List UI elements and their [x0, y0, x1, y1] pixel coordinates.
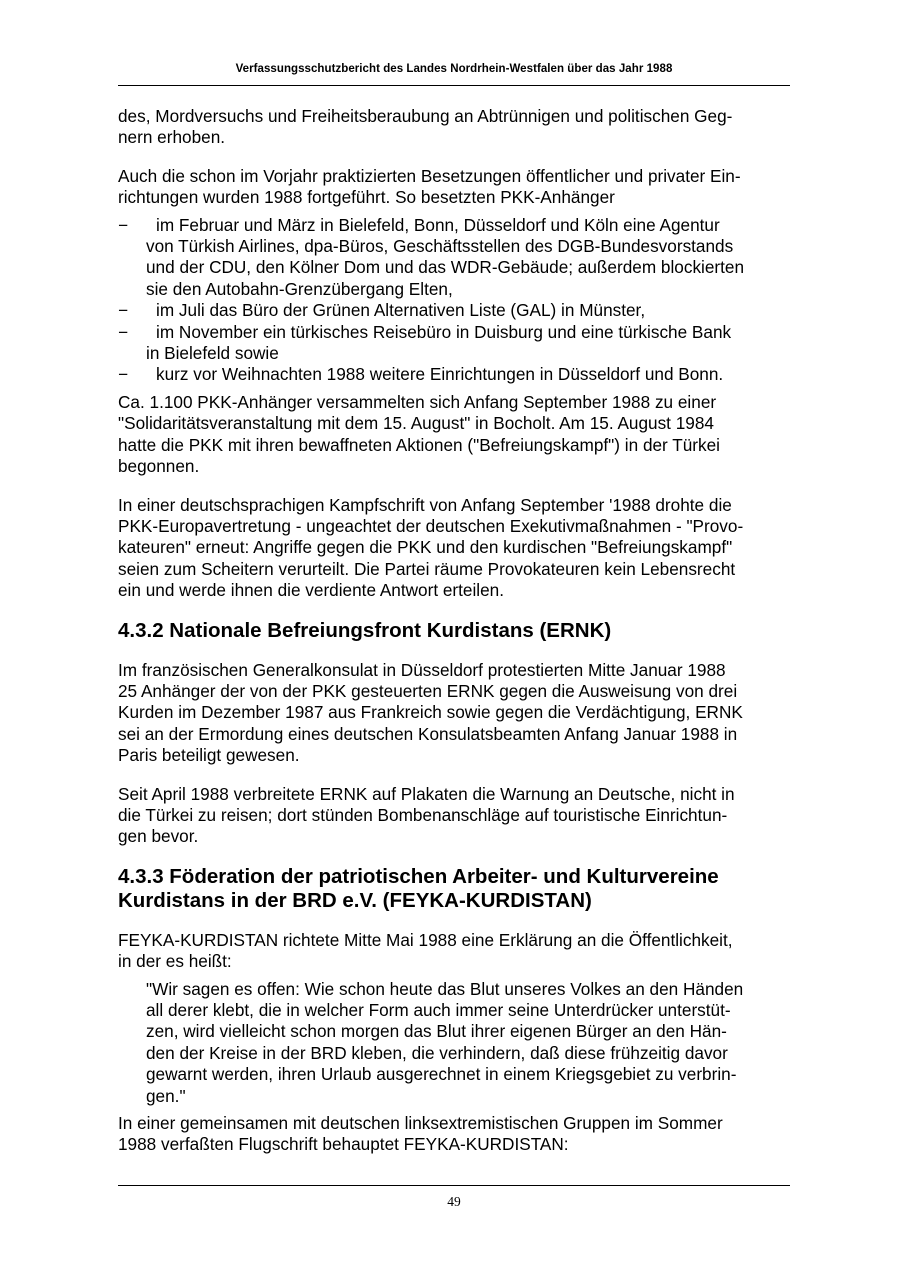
dash-bullet: − [118, 321, 129, 342]
list-item [118, 300, 790, 321]
list-item [118, 215, 790, 301]
text-line: sei an der Ermordung eines deutschen Konsulatsbeamten Anfang Januar 1988 in [118, 723, 738, 744]
text-line: von Türkish Airlines, dpa-Büros, Geschäftsstellen des DGB-Bundesvorstands [146, 236, 734, 257]
text-line: und der CDU, den Kölner Dom und das WDR-Gebäude; außerdem blockierten [146, 257, 745, 278]
heading-line: 4.3.3 Föderation der patriotischen Arbeiter- und Kulturvereine [118, 864, 719, 888]
text-line: kurz vor Weihnachten 1988 weitere Einrichtungen in Düsseldorf und Bonn. [156, 364, 724, 385]
list-item [118, 364, 790, 385]
paragraph-3 [118, 392, 790, 478]
text-line: in Bielefeld sowie [146, 343, 279, 364]
dash-bullet: − [118, 300, 129, 321]
quote-line: gen." [146, 1085, 186, 1106]
paragraph-4 [118, 495, 790, 602]
quote-line: all derer klebt, die in welcher Form auch immer seine Unterdrücker unterstüt- [146, 1000, 731, 1020]
quote-line: den der Kreise in der BRD kleben, die verhindern, daß diese frühzeitig davor [146, 1042, 728, 1063]
text-line: Im französischen Generalkonsulat in Düsseldorf protestierten Mitte Januar 1988 [118, 659, 726, 680]
paragraph-1 [118, 106, 790, 149]
text-line: die Türkei zu reisen; dort stünden Bombenanschläge auf touristische Einrichtun- [118, 804, 728, 825]
dash-bullet: − [118, 214, 129, 235]
paragraph-2 [118, 166, 790, 209]
page-number: 49 [447, 1194, 461, 1209]
running-header: Verfassungsschutzbericht des Landes Nordrhein-Westfalen über das Jahr 1988 [235, 63, 673, 75]
text-line: Ca. 1.100 PKK-Anhänger versammelten sich Anfang September 1988 zu einer [118, 391, 717, 412]
text-line: PKK-Europavertretung - ungeachtet der deutschen Exekutivmaßnahmen - "Provo- [118, 515, 744, 536]
footer-divider [118, 1185, 790, 1186]
paragraph-5 [118, 660, 790, 767]
occupation-list [118, 215, 790, 386]
text-line: In einer deutschsprachigen Kampfschrift von Anfang September '1988 drohte die [118, 494, 732, 515]
page-content [118, 106, 790, 1156]
text-line: begonnen. [118, 456, 200, 477]
list-item [118, 322, 790, 365]
document-page [118, 0, 790, 1273]
text-line: richtungen wurden 1988 fortgeführt. So besetzten PKK-Anhänger [118, 187, 615, 208]
text-line: sie den Autobahn-Grenzübergang Elten, [146, 278, 453, 299]
text-line: gen bevor. [118, 826, 199, 847]
paragraph-7 [118, 930, 790, 973]
quote-line: "Wir sagen es offen: Wie schon heute das Blut unseres Volkes an den Händen [146, 978, 744, 999]
text-line: des, Mordversuchs und Freiheitsberaubung an Abtrünnigen und politischen Geg- [118, 106, 733, 126]
text-line: "Solidaritätsveranstaltung mit dem 15. August" in Bocholt. Am 15. August 1984 [118, 413, 714, 434]
text-line: ein und werde ihnen die verdiente Antwort erteilen. [118, 580, 505, 601]
quote-line: zen, wird vielleicht schon morgen das Blut ihrer eigenen Bürger an den Hän- [146, 1021, 727, 1042]
text-line: Seit April 1988 verbreitete ERNK auf Plakaten die Warnung an Deutsche, nicht in [118, 783, 735, 804]
text-line: FEYKA-KURDISTAN richtete Mitte Mai 1988 eine Erklärung an die Öffentlichkeit, [118, 929, 733, 950]
text-line: Kurden im Dezember 1987 aus Frankreich sowie gegen die Verdächtigung, ERNK [118, 702, 743, 723]
text-line: 1988 verfaßten Flugschrift behauptet FEYKA-KURDISTAN: [118, 1134, 569, 1155]
text-line: in der es heißt: [118, 951, 232, 972]
quote-line: gewarnt werden, ihren Urlaub ausgerechnet in einem Kriegsgebiet zu verbrin- [146, 1064, 737, 1085]
text-line: im November ein türkisches Reisebüro in Duisburg und eine türkische Bank [156, 321, 732, 342]
dash-bullet: − [118, 364, 129, 385]
paragraph-6 [118, 784, 790, 848]
text-line: Auch die schon im Vorjahr praktizierten Besetzungen öffentlicher und privater Ein- [118, 165, 741, 186]
text-line: hatte die PKK mit ihren bewaffneten Aktionen ("Befreiungskampf") in der Türkei [118, 434, 720, 455]
text-line: seien zum Scheitern verurteilt. Die Partei räume Provokateuren kein Lebensrecht [118, 558, 736, 579]
text-line: nern erhoben. [118, 127, 226, 148]
paragraph-8 [118, 1113, 790, 1156]
text-line: 25 Anhänger der von der PKK gesteuerten ERNK gegen die Ausweisung von drei [118, 680, 738, 701]
text-line: Paris beteiligt gewesen. [118, 745, 300, 766]
block-quote [118, 979, 790, 1107]
text-line: In einer gemeinsamen mit deutschen linksextremistischen Gruppen im Sommer [118, 1113, 723, 1134]
heading-line: 4.3.2 Nationale Befreiungsfront Kurdistans (ERNK) [118, 618, 612, 642]
section-heading-ernk [118, 619, 790, 643]
text-line: im Juli das Büro der Grünen Alternativen Liste (GAL) in Münster, [156, 300, 646, 321]
text-line: im Februar und März in Bielefeld, Bonn, Düsseldorf und Köln eine Agentur [156, 214, 720, 235]
header-divider [118, 85, 790, 86]
heading-line: Kurdistans in der BRD e.V. (FEYKA-KURDISTAN) [118, 888, 592, 912]
section-heading-feyka [118, 865, 790, 913]
text-line: kateuren" erneut: Angriffe gegen die PKK und den kurdischen "Befreiungskampf" [118, 537, 733, 558]
